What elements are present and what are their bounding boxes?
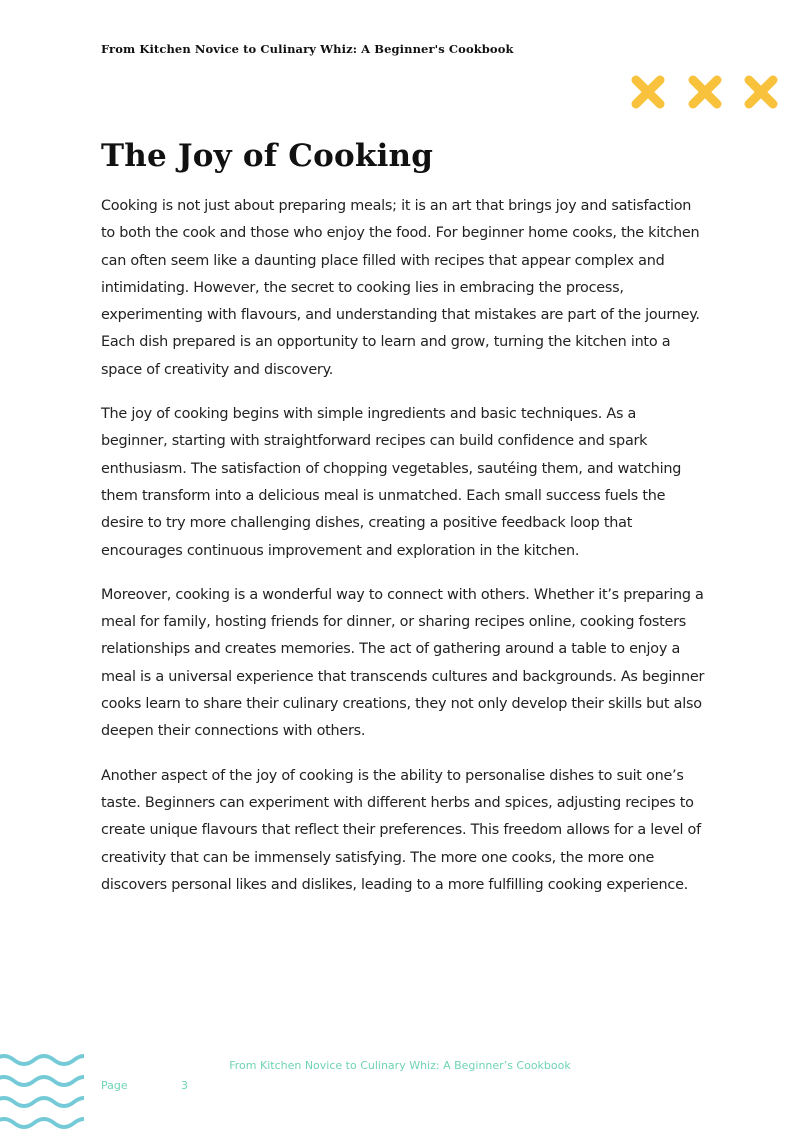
running-header: From Kitchen Novice to Culinary Whiz: A Beginner's Cookbook — [101, 42, 514, 56]
paragraph: Moreover, cooking is a wonderful way to connect with others. Whether it’s preparing a meal for family, hosting friends for dinner, or sharing recipes online, cooking fosters relationships and creates memories. The act of gathering around a table to enjoy a meal is a universal experience that transcends cultures and backgrounds. As beginner cooks learn to share their culinary creations, they not only develop their skills but also deepen their connections with others. — [101, 586, 705, 740]
page-number: 3 — [181, 1079, 188, 1092]
decorative-crosses — [626, 72, 786, 112]
paragraph: The joy of cooking begins with simple ingredients and basic techniques. As a beginner, starting with straightforward recipes can build confidence and spark enthusiasm. The satisfaction of chopping vegetables, sautéing them, and watching them transform into a delicious meal is unmatched. Each small success fuels the desire to try more challenging dishes, creating a positive feedback loop that encourages continuous improvement and exploration in the kitchen. — [101, 406, 682, 559]
cross-icon — [749, 80, 773, 104]
chapter-title: The Joy of Cooking — [101, 138, 434, 174]
paragraph: Another aspect of the joy of cooking is the ability to personalise dishes to suit one’s taste. Beginners can experiment with different herbs and spices, adjusting recipes to create unique flavours that reflect their preferences. This freedom allows for a level of creativity that can be immensely satisfying. The more one cooks, the more one discovers personal likes and dislikes, leading to a more fulfilling cooking experience. — [101, 767, 701, 893]
page-label: Page — [101, 1079, 128, 1092]
chapter-body — [101, 193, 705, 916]
cross-icon — [693, 80, 717, 104]
cross-icon — [636, 80, 660, 104]
paragraph: Cooking is not just about preparing meals; it is an art that brings joy and satisfaction to both the cook and those who enjoy the food. For beginner home cooks, the kitchen can often seem like a daunting place filled with recipes that appear complex and intimidating. However, the secret to cooking lies in embracing the process, experimenting with flavours, and understanding that mistakes are part of the journey. Each dish prepared is an opportunity to learn and grow, turning the kitchen into a space of creativity and discovery. — [101, 198, 700, 378]
footer-title: From Kitchen Novice to Culinary Whiz: A Beginner’s Cookbook — [229, 1059, 571, 1072]
